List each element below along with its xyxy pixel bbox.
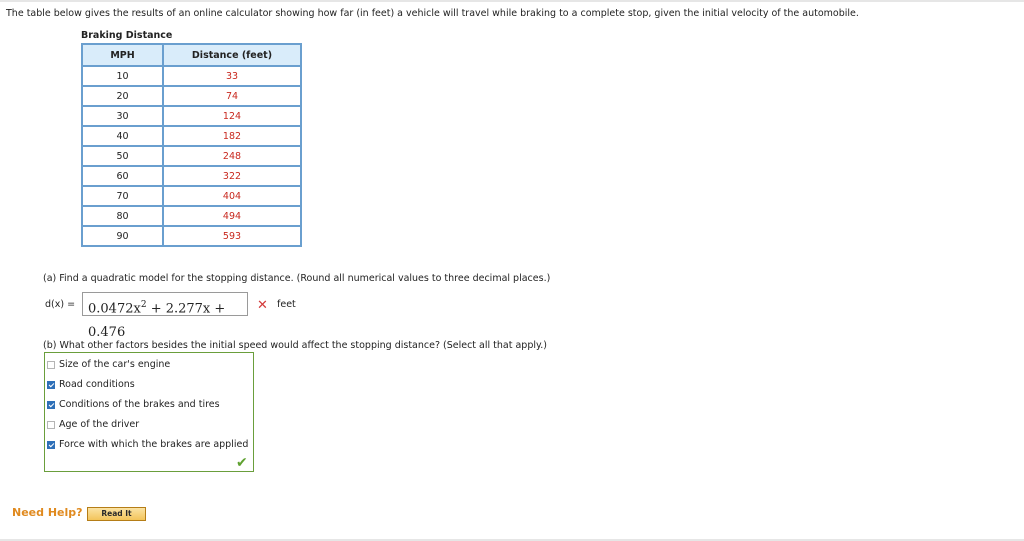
- mph-cell: 90: [82, 226, 163, 246]
- unit-label: feet: [277, 299, 296, 310]
- answer-coefficient: 0.0472x: [88, 301, 141, 317]
- distance-cell: 248: [163, 146, 301, 166]
- distance-cell: 322: [163, 166, 301, 186]
- table-row: [82, 126, 301, 146]
- answer-exponent: 2: [140, 300, 147, 310]
- intro-text: The table below gives the results of an online calculator showing how far (in feet) a vehicle will travel while braking to a complete stop, given the initial velocity of the automobile.: [6, 8, 859, 19]
- checkbox[interactable]: [47, 361, 55, 369]
- distance-cell: 404: [163, 186, 301, 206]
- function-label: d(x) =: [45, 299, 76, 310]
- option-brake-force[interactable]: [47, 439, 248, 450]
- read-it-button[interactable]: Read It: [87, 507, 146, 521]
- option-label: Size of the car's engine: [59, 359, 171, 370]
- column-header-mph: MPH: [82, 44, 163, 66]
- table-row: [82, 166, 301, 186]
- table-row: [82, 206, 301, 226]
- options-box: [44, 352, 254, 472]
- option-label: Conditions of the brakes and tires: [59, 399, 220, 410]
- table-row: [82, 186, 301, 206]
- option-brakes-tires[interactable]: [47, 399, 220, 410]
- check-mark-icon: ✔: [236, 455, 248, 471]
- table-row: [82, 66, 301, 86]
- mph-cell: 80: [82, 206, 163, 226]
- mph-cell: 60: [82, 166, 163, 186]
- checkbox[interactable]: [47, 441, 55, 449]
- answer-remaining-terms: + 2.277x + 0.476: [88, 301, 226, 341]
- option-label: Road conditions: [59, 379, 135, 390]
- mph-cell: 70: [82, 186, 163, 206]
- distance-cell: 593: [163, 226, 301, 246]
- x-mark-icon: ✕: [257, 298, 268, 313]
- option-label: Age of the driver: [59, 419, 140, 430]
- mph-cell: 10: [82, 66, 163, 86]
- distance-cell: 182: [163, 126, 301, 146]
- table-row: [82, 226, 301, 246]
- distance-cell: 33: [163, 66, 301, 86]
- mph-cell: 50: [82, 146, 163, 166]
- table-header-row: [82, 44, 301, 66]
- table-row: [82, 146, 301, 166]
- mph-cell: 40: [82, 126, 163, 146]
- part-b-prompt: (b) What other factors besides the initial speed would affect the stopping distance? (Select all that apply.): [43, 340, 547, 351]
- distance-cell: 74: [163, 86, 301, 106]
- column-header-distance: Distance (feet): [163, 44, 301, 66]
- distance-cell: 124: [163, 106, 301, 126]
- table-row: [82, 86, 301, 106]
- part-a-prompt: (a) Find a quadratic model for the stopping distance. (Round all numerical values to three decimal places.): [43, 273, 551, 284]
- option-engine-size[interactable]: [47, 359, 170, 370]
- top-divider: [0, 0, 1024, 2]
- table-title: Braking Distance: [81, 30, 173, 41]
- option-driver-age[interactable]: [47, 419, 139, 430]
- distance-cell: 494: [163, 206, 301, 226]
- checkbox[interactable]: [47, 401, 55, 409]
- checkbox[interactable]: [47, 381, 55, 389]
- mph-cell: 30: [82, 106, 163, 126]
- table-row: [82, 106, 301, 126]
- answer-input[interactable]: [82, 292, 248, 341]
- mph-cell: 20: [82, 86, 163, 106]
- option-label: Force with which the brakes are applied: [59, 439, 249, 450]
- need-help-label: Need Help?: [12, 506, 83, 519]
- option-road-conditions[interactable]: [47, 379, 135, 390]
- braking-distance-table: [81, 43, 302, 247]
- checkbox[interactable]: [47, 421, 55, 429]
